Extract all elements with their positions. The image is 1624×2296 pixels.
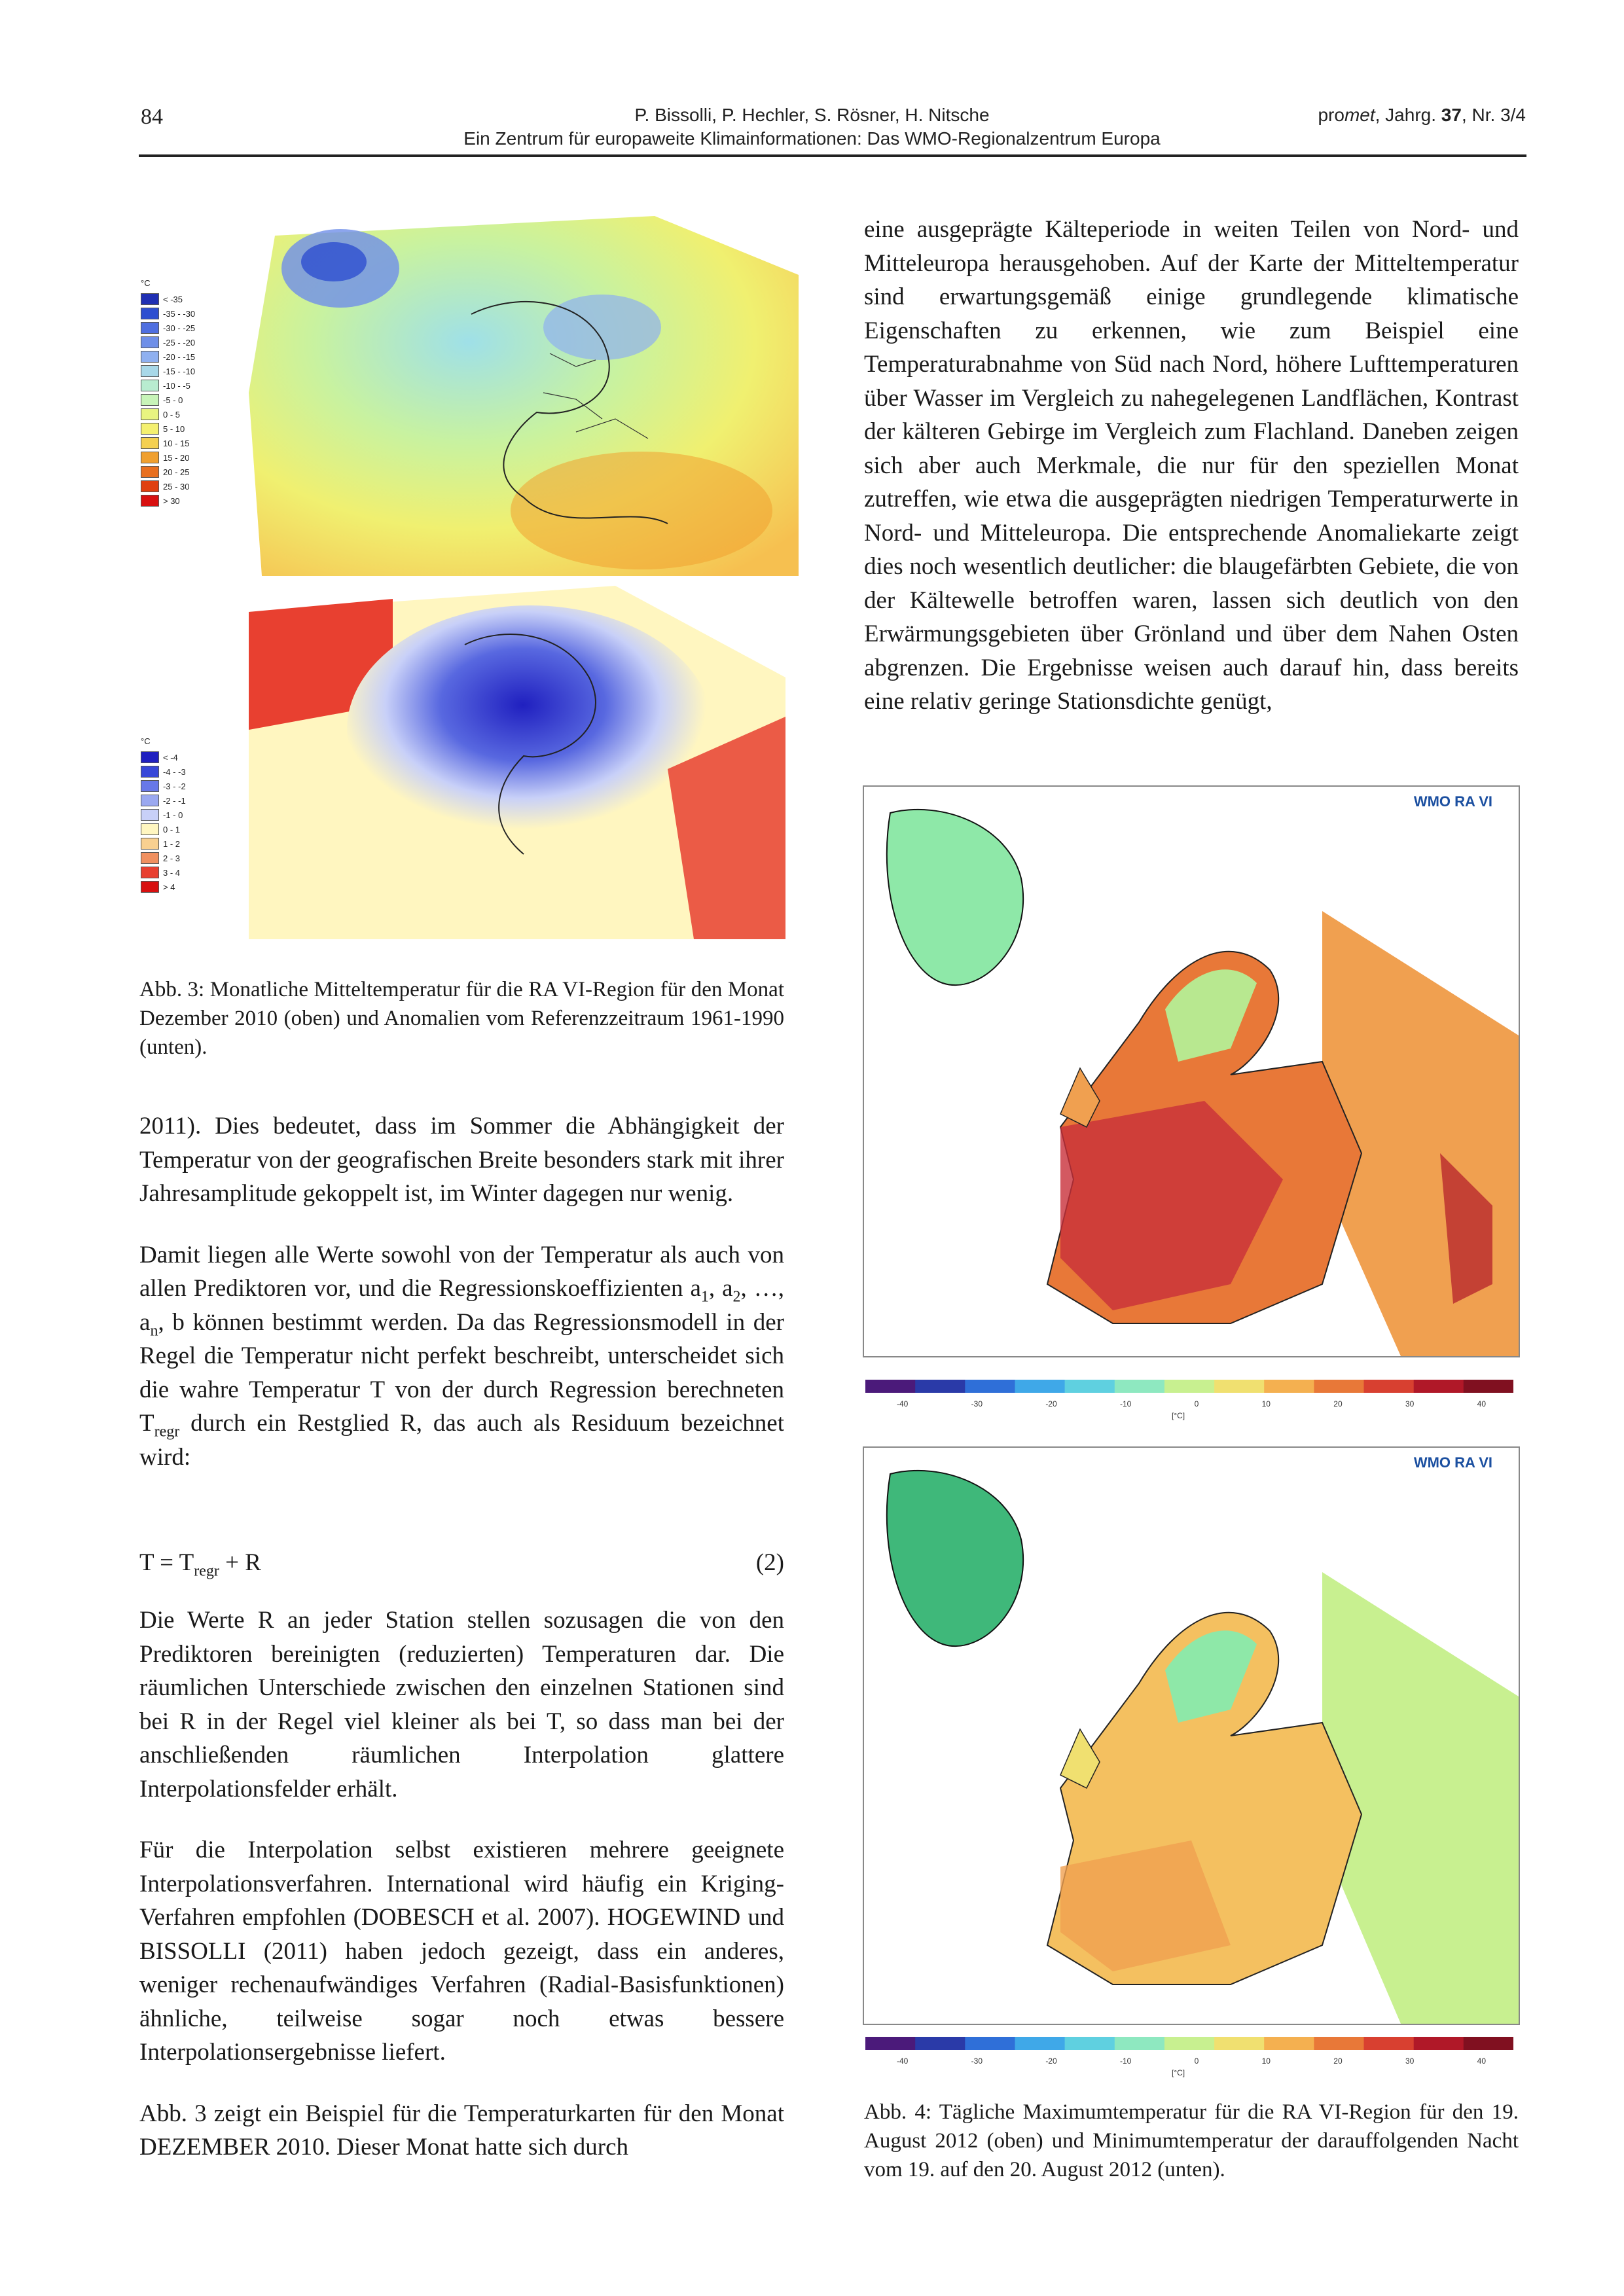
legend-swatch: [141, 394, 159, 406]
journal-issue: , Nr. 3/4: [1461, 105, 1526, 125]
equation-rhs: + R: [219, 1549, 261, 1576]
colorbar-segment: [1065, 1380, 1115, 1393]
colorbar-segment: [1164, 2037, 1215, 2050]
fig3-top-legend: [141, 278, 195, 508]
text-run: durch ein Restglied R, das auch als Residuum bezeichnet wird:: [139, 1410, 784, 1471]
left-column-lower: [139, 1604, 784, 2164]
legend-label: 5 - 10: [163, 423, 185, 434]
legend-swatch: [141, 322, 159, 334]
europe-cold-anomaly: [347, 605, 713, 854]
colorbar-segment: [1115, 1380, 1165, 1393]
fig4-top-colorbar-ticks: [897, 1399, 1486, 1408]
legend-swatch: [141, 365, 159, 377]
text-run: , a: [708, 1275, 733, 1302]
tick-label: 10: [1261, 2056, 1271, 2066]
legend-swatch: [141, 466, 159, 478]
colorbar-segment: [865, 1380, 916, 1393]
legend-entry: [141, 808, 186, 822]
colorbar-segment: [1464, 1380, 1513, 1393]
legend-label: -3 - -2: [163, 781, 186, 791]
greenland-coldest-area: [301, 242, 367, 281]
colorbar-segment: [915, 1380, 965, 1393]
colorbar-segment: [915, 2037, 965, 2050]
subscript: 2: [732, 1288, 741, 1306]
legend-label: 15 - 20: [163, 452, 190, 463]
tick-label: -10: [1119, 1399, 1132, 1408]
legend-entry: [141, 436, 195, 450]
colorbar-segment: [865, 2037, 916, 2050]
legend-label: 10 - 15: [163, 438, 190, 448]
fig4-bottom-colorbar: [865, 2037, 1513, 2050]
legend-label: -2 - -1: [163, 795, 186, 806]
south-warm-area: [511, 452, 772, 569]
journal-volume: 37: [1441, 105, 1462, 125]
paragraph: Die Werte R an jeder Station stellen sozusagen die von den Prediktoren bereinigten (reduzierten) Temperaturen dar. Die räumlichen Unterschiede zwischen den einzelnen Stationen sind bei R in der Regel viel kleiner als bei T, so dass man bei der anschließenden räumlichen Interpolation glattere Interpolationsfelder erhält.: [139, 1607, 784, 1803]
legend-label: < -35: [163, 294, 183, 304]
legend-swatch: [141, 852, 159, 864]
colorbar-segment: [1414, 2037, 1464, 2050]
legend-label: 0 - 5: [163, 409, 181, 420]
paragraph: Abb. 3 zeigt ein Beispiel für die Temperaturkarten für den Monat DEZEMBER 2010. Dieser Monat hatte sich durch: [139, 2100, 784, 2161]
colorbar-segment: [965, 2037, 1015, 2050]
page-number: 84: [141, 105, 163, 129]
tick-label: 30: [1405, 2056, 1415, 2066]
wmo-logo: WMO RA VI: [1413, 793, 1492, 810]
colorbar-segment: [965, 1380, 1015, 1393]
legend-entries: [141, 292, 195, 508]
unit-label: [°C]: [1172, 1411, 1185, 1420]
legend-swatch: [141, 766, 159, 778]
colorbar-segment: [1015, 2037, 1066, 2050]
subscript: n: [150, 1321, 158, 1339]
legend-swatch: [141, 452, 159, 463]
equation-number: (2): [755, 1549, 784, 1576]
legend-label: 25 - 30: [163, 481, 190, 492]
colorbar-segment: [1414, 1380, 1464, 1393]
subscript: 1: [700, 1288, 709, 1306]
legend-entry: [141, 292, 195, 306]
legend-entry: [141, 465, 195, 479]
journal-info: [1318, 105, 1526, 126]
colorbar-segment: [1015, 1380, 1066, 1393]
fig3-caption: Abb. 3: Monatliche Mitteltemperatur für die RA VI-Region für den Monat Dezember 2010 (oben) und Anomalien vom Referenzzeitraum 1961-1990 (unten).: [139, 978, 784, 1059]
legend-swatch: [141, 408, 159, 420]
tick-label: -40: [897, 2056, 909, 2066]
legend-swatch: [141, 423, 159, 435]
text-run: Damit liegen alle Werte sowohl von der Temperatur als auch von allen Prediktoren vor, und die Regressionskoeffizienten a: [139, 1241, 784, 1302]
legend-swatch: [141, 867, 159, 878]
paragraph: Für die Interpolation selbst existieren mehrere geeignete Interpolationsverfahren. International wird häufig ein Kriging-Verfahren empfohlen (DOBESCH et al. 2007). HOGEWIND und BISSOLLI (2011) haben jedoch gezeigt, dass ein anderes, weniger rechenaufwändiges Verfahren (Radial-Basisfunktionen) ähnliche, teilweise sogar noch etwas bessere Interpolationsergebnisse liefert.: [139, 1837, 784, 2066]
equation-lhs: T = T: [139, 1549, 194, 1576]
colorbar-segment: [1364, 1380, 1415, 1393]
fig4-bottom-colorbar-unit: [1172, 2068, 1185, 2077]
legend-entry: [141, 306, 195, 321]
legend-unit: °C: [141, 736, 151, 746]
legend-swatch: [141, 780, 159, 792]
legend-label: -4 - -3: [163, 766, 186, 777]
legend-entries: [141, 750, 186, 894]
wmo-logo: WMO RA VI: [1413, 1454, 1492, 1471]
legend-entry: [141, 779, 186, 793]
greenland: [887, 1471, 1023, 1646]
tick-label: 10: [1261, 1399, 1271, 1408]
fig3-bottom-legend: [141, 736, 186, 894]
colorbar-segment: [1164, 1380, 1215, 1393]
legend-entry: [141, 822, 186, 836]
legend-swatch: [141, 480, 159, 492]
equation-subscript: regr: [194, 1562, 219, 1580]
running-head-title: Ein Zentrum für europaweite Klimainformationen: Das WMO-Regionalzentrum Europa: [463, 128, 1161, 149]
legend-swatch: [141, 823, 159, 835]
legend-swatch: [141, 293, 159, 305]
legend-label: 20 - 25: [163, 467, 190, 477]
tick-label: 40: [1477, 1399, 1486, 1408]
colorbar-segment: [1314, 1380, 1364, 1393]
running-head-authors: P. Bissolli, P. Hechler, S. Rösner, H. Nitsche: [634, 105, 990, 125]
tick-label: -30: [971, 1399, 983, 1408]
legend-unit: °C: [141, 278, 151, 288]
fig4-top-colorbar-unit: [1172, 1411, 1185, 1420]
legend-entry: [141, 378, 195, 393]
legend-label: > 30: [163, 495, 180, 506]
colorbar-segment: [1264, 2037, 1314, 2050]
legend-label: 0 - 1: [163, 824, 181, 834]
legend-entry: [141, 450, 195, 465]
paragraph: [139, 1238, 784, 1475]
legend-label: -15 - -10: [163, 366, 196, 376]
colorbar-segment: [1314, 2037, 1364, 2050]
colorbar-segment: [1214, 1380, 1265, 1393]
legend-label: 2 - 3: [163, 853, 181, 863]
legend-entry: [141, 350, 195, 364]
left-column-upper: [139, 1109, 784, 1474]
legend-entry: [141, 321, 195, 335]
legend-entry: [141, 836, 186, 851]
legend-swatch: [141, 351, 159, 363]
scandinavia-cold-area: [543, 295, 661, 360]
greenland: [887, 810, 1023, 985]
fig4-max-temperature-map: [863, 785, 1520, 1357]
legend-label: -35 - -30: [163, 308, 196, 319]
fig4-bottom-svg: [864, 1448, 1519, 2024]
legend-entry: [141, 880, 186, 894]
legend-label: > 4: [163, 882, 175, 892]
legend-entry: [141, 335, 195, 350]
legend-label: 1 - 2: [163, 838, 181, 849]
tick-label: 0: [1194, 2056, 1199, 2066]
subscript: regr: [154, 1423, 180, 1441]
colorbar-segment: [1464, 2037, 1513, 2050]
legend-entry: [141, 865, 186, 880]
tick-label: 20: [1333, 2056, 1343, 2066]
tick-label: 30: [1405, 1399, 1415, 1408]
legend-swatch: [141, 809, 159, 821]
fig4-caption: Abb. 4: Tägliche Maximumtemperatur für die RA VI-Region für den 19. August 2012 (oben) und Minimumtemperatur der darauffolgenden Nacht vom 19. auf den 20. August 2012 (unten).: [864, 2100, 1519, 2181]
legend-entry: [141, 750, 186, 764]
legend-swatch: [141, 380, 159, 391]
tick-label: -10: [1119, 2056, 1132, 2066]
legend-swatch: [141, 308, 159, 319]
journal-brand: met: [1344, 105, 1375, 125]
legend-entry: [141, 851, 186, 865]
fig3-mean-temperature-map: [236, 196, 799, 576]
legend-label: -30 - -25: [163, 323, 196, 333]
fig4-top-colorbar: [865, 1380, 1513, 1393]
tick-label: 0: [1194, 1399, 1199, 1408]
text-run: , b können bestimmt werden. Da das Regressionsmodell in der Regel die Temperatur nicht perfekt beschreibt, unterscheidet sich die wahre Temperatur T von der durch Regression berechneten T: [139, 1308, 784, 1437]
legend-swatch: [141, 336, 159, 348]
legend-label: -5 - 0: [163, 395, 183, 405]
legend-label: -10 - -5: [163, 380, 190, 391]
journal-rest: , Jahrg.: [1375, 105, 1441, 125]
legend-entry: [141, 764, 186, 779]
unit-label: [°C]: [1172, 2068, 1185, 2077]
tick-label: -40: [897, 1399, 909, 1408]
tick-label: 20: [1333, 1399, 1343, 1408]
tick-label: -20: [1045, 2056, 1057, 2066]
legend-label: -1 - 0: [163, 810, 183, 820]
legend-entry: [141, 364, 195, 378]
legend-entry: [141, 493, 195, 508]
legend-swatch: [141, 495, 159, 507]
paragraph: eine ausgeprägte Kälteperiode in weiten Teilen von Nord- und Mitteleuropa herausgehoben. Auf der Karte der Mitteltemperatur sind erwartungsgemäß einige grundlegende klimatische Eigenschaften zu erkennen, wie zum Beispiel eine Temperaturabnahme von Süd nach Nord, höhere Lufttemperaturen über Wasser im Vergleich zu nahegelegenen Landflächen, Kontrast der kälteren Gebirge im Vergleich zum Flachland. Daneben zeigen sich aber auch Merkmale, die nur für den speziellen Monat zutreffen, wie etwa die ausgeprägten niedrigen Temperaturwerte in Nord- und Mitteleuropa. Die entsprechende Anomaliekarte zeigt dies noch wesentlich deutlicher: die blaugefärbten Gebiete, die von der Kältewelle betroffen waren, lassen sich deutlich von den Erwärmungsgebieten über Grönland und über dem Nahen Osten abgrenzen. Die Ergebnisse weisen auch darauf hin, dass bereits eine relativ geringe Stationsdichte genügt,: [864, 216, 1519, 715]
legend-label: < -4: [163, 752, 178, 762]
journal-prefix: pro: [1318, 105, 1344, 125]
colorbar-segment: [1065, 2037, 1115, 2050]
fig3-anomaly-map: [249, 586, 785, 939]
tick-label: 40: [1477, 2056, 1486, 2066]
legend-entry: [141, 793, 186, 808]
right-column-text: [864, 213, 1519, 719]
tick-label: -20: [1045, 1399, 1057, 1408]
equation-2: [139, 1549, 784, 1580]
paragraph: 2011). Dies bedeutet, dass im Sommer die Abhängigkeit der Temperatur von der geografischen Breite besonders stark mit ihrer Jahresamplitude gekoppelt ist, im Winter dagegen nur wenig.: [139, 1113, 784, 1207]
legend-label: -20 - -15: [163, 351, 196, 362]
colorbar-segment: [1214, 2037, 1265, 2050]
colorbar-segment: [1264, 1380, 1314, 1393]
legend-swatch: [141, 795, 159, 806]
legend-entry: [141, 407, 195, 422]
legend-swatch: [141, 838, 159, 850]
legend-entry: [141, 393, 195, 407]
colorbar-segment: [1115, 2037, 1165, 2050]
legend-swatch: [141, 437, 159, 449]
legend-entry: [141, 422, 195, 436]
legend-label: -25 - -20: [163, 337, 196, 348]
tick-label: -30: [971, 2056, 983, 2066]
fig4-min-temperature-map: [863, 1446, 1520, 2025]
legend-entry: [141, 479, 195, 493]
header-rule: [139, 154, 1526, 157]
text-run: , …, a: [139, 1275, 784, 1336]
fig4-bottom-colorbar-ticks: [897, 2056, 1486, 2066]
legend-swatch: [141, 881, 159, 893]
legend-swatch: [141, 751, 159, 763]
colorbar-segment: [1364, 2037, 1415, 2050]
fig4-top-svg: [864, 787, 1519, 1356]
legend-label: 3 - 4: [163, 867, 181, 878]
